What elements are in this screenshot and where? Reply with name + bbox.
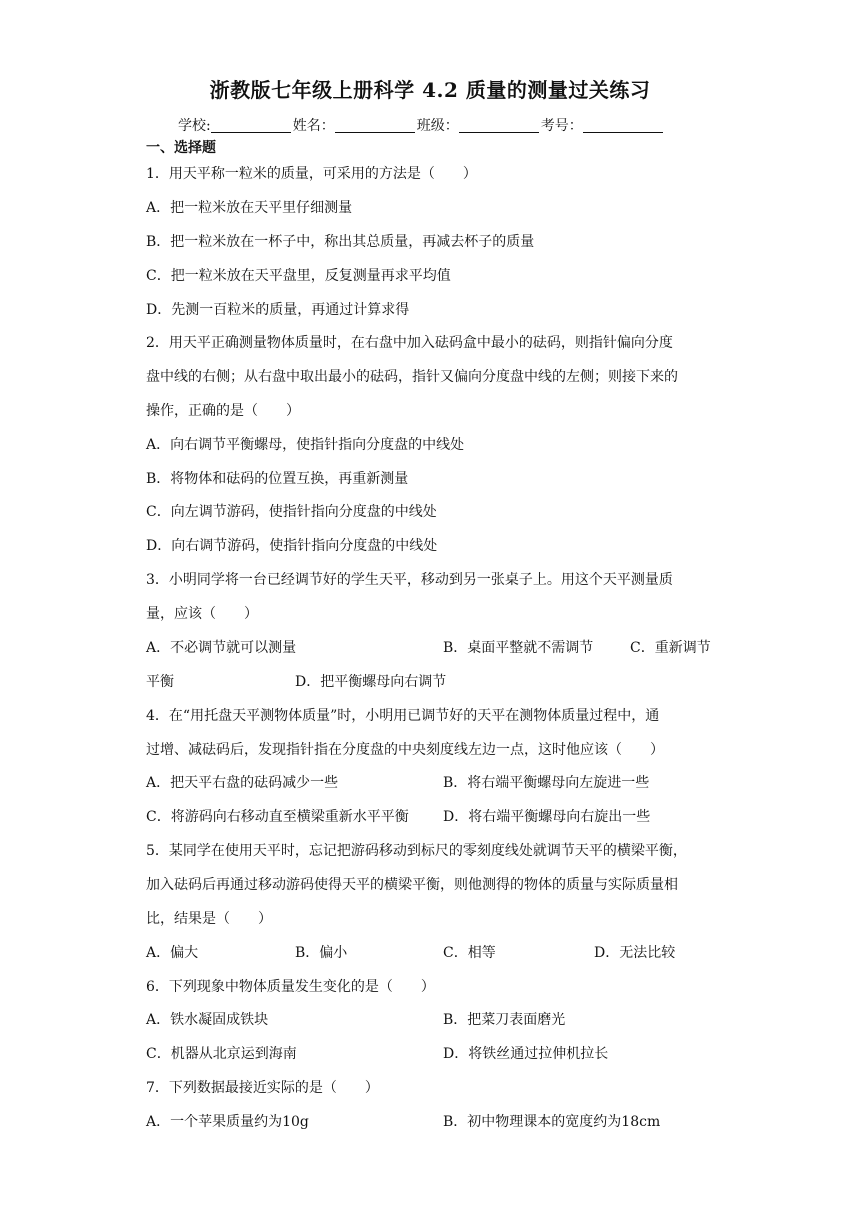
question-1-stem: 1．用天平称一粒米的质量，可采用的方法是（ ）	[146, 166, 477, 182]
question-7-option-a: A．一个苹果质量约为10g	[146, 1114, 309, 1130]
question-1-option-c: C．把一粒米放在天平盘里，反复测量再求平均值	[146, 268, 451, 284]
question-4-option-a: A．把天平右盘的砝码减少一些	[146, 775, 339, 791]
question-4-stem-line-2: 过增、减砝码后，发现指针指在分度盘的中央刻度线左边一点，这时他应该（ ）	[146, 742, 664, 758]
class-label: 班级：	[416, 118, 459, 134]
question-5-option-c: C．相等	[443, 945, 496, 961]
class-blank	[459, 118, 539, 133]
question-1-option-b: B．把一粒米放在一杯子中，称出其总质量，再减去杯子的质量	[146, 234, 535, 250]
name-blank	[335, 118, 415, 133]
question-5-stem-line-1: 5．某同学在使用天平时，忘记把游码移动到标尺的零刻度线处就调节天平的横梁平衡，	[146, 843, 687, 859]
page-title: 浙教版七年级上册科学 4.2 质量的测量过关练习	[209, 78, 651, 102]
question-3-option-c: C．重新调节	[630, 640, 711, 656]
question-6-option-b: B．把菜刀表面磨光	[443, 1012, 566, 1028]
question-3-option-c-continued: 平衡	[146, 674, 174, 690]
question-5-option-b: B．偏小	[295, 945, 348, 961]
school-label: 学校:	[178, 118, 211, 134]
question-2-stem-line-3: 操作，正确的是（ ）	[146, 403, 300, 419]
student-info-row	[178, 115, 665, 135]
question-3-option-d: D．把平衡螺母向右调节	[295, 674, 447, 690]
question-4-option-b: B．将右端平衡螺母向左旋进一些	[443, 775, 650, 791]
section-title: 一、选择题	[146, 140, 216, 156]
question-6-stem: 6．下列现象中物体质量发生变化的是（ ）	[146, 979, 435, 995]
question-2-stem-line-2: 盘中线的右侧；从右盘中取出最小的砝码，指针又偏向分度盘中线的左侧；则接下来的	[146, 369, 678, 385]
name-label: 姓名：	[292, 118, 335, 134]
question-4-stem-line-1: 4．在“用托盘天平测物体质量”时，小明用已调节好的天平在测物体质量过程中，通	[146, 708, 660, 724]
question-5-stem-line-3: 比，结果是（ ）	[146, 911, 272, 927]
question-1-option-d: D．先测一百粒米的质量，再通过计算求得	[146, 302, 410, 318]
school-blank	[211, 118, 291, 133]
question-3-stem-line-2: 量，应该（ ）	[146, 606, 258, 622]
question-2-option-d: D．向右调节游码，使指针指向分度盘的中线处	[146, 538, 438, 554]
question-2-option-c: C．向左调节游码，使指针指向分度盘的中线处	[146, 504, 437, 520]
question-4-option-c: C．将游码向右移动直至横梁重新水平平衡	[146, 809, 409, 825]
exam-no-blank	[583, 118, 663, 133]
question-5-option-d: D．无法比较	[594, 945, 676, 961]
question-5-option-a: A．偏大	[146, 945, 199, 961]
question-6-option-a: A．铁水凝固成铁块	[146, 1012, 269, 1028]
question-3-option-b: B．桌面平整就不需调节	[443, 640, 594, 656]
question-5-stem-line-2: 加入砝码后再通过移动游码使得天平的横梁平衡，则他测得的物体的质量与实际质量相	[146, 877, 678, 893]
question-3-stem-line-1: 3．小明同学将一台已经调节好的学生天平，移动到另一张桌子上。用这个天平测量质	[146, 572, 673, 588]
question-2-option-a: A．向右调节平衡螺母，使指针指向分度盘的中线处	[146, 437, 465, 453]
question-6-option-d: D．将铁丝通过拉伸机拉长	[443, 1046, 609, 1062]
exam-no-label: 考号：	[540, 118, 583, 134]
question-2-option-b: B．将物体和砝码的位置互换，再重新测量	[146, 471, 409, 487]
question-4-option-d: D．将右端平衡螺母向右旋出一些	[443, 809, 651, 825]
question-2-stem-line-1: 2．用天平正确测量物体质量时，在右盘中加入砝码盒中最小的砝码，则指针偏向分度	[146, 335, 673, 351]
question-7-stem: 7．下列数据最接近实际的是（ ）	[146, 1080, 379, 1096]
question-1-option-a: A．把一粒米放在天平里仔细测量	[146, 200, 353, 216]
question-6-option-c: C．机器从北京运到海南	[146, 1046, 297, 1062]
question-3-option-a: A．不必调节就可以测量	[146, 640, 297, 656]
question-7-option-b: B．初中物理课本的宽度约为18cm	[443, 1114, 661, 1130]
